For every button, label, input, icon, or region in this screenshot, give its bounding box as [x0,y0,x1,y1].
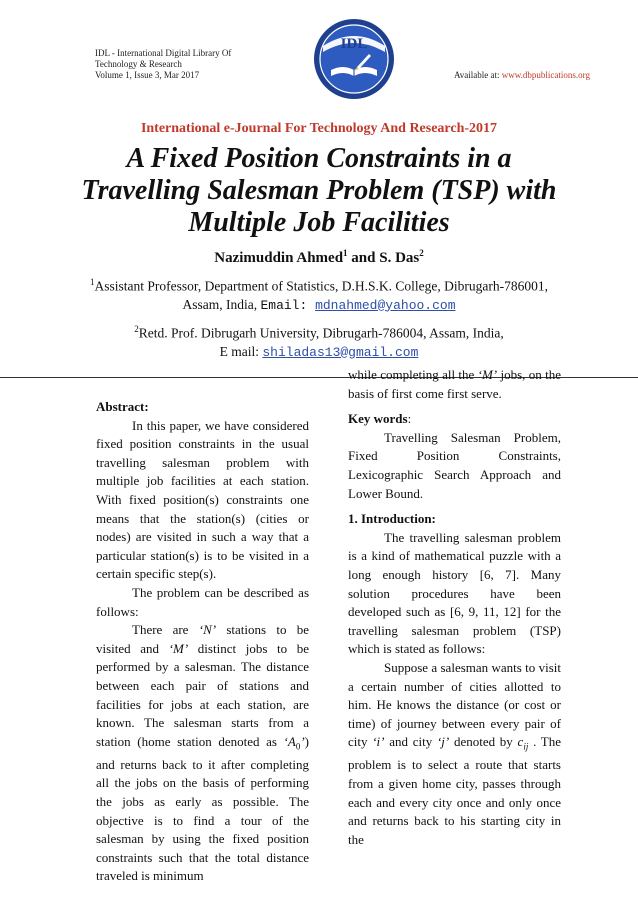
email-label: E mail: [219,343,263,359]
idl-logo [313,18,395,100]
title-line: Travelling Salesman Problem (TSP) with [81,175,557,206]
author-1-mark: 1 [343,248,348,258]
authors [0,248,638,267]
abstract-paragraph-3: There are ‘N’ stations to be visited and ‘M’ distinct jobs to be performed by a salesman. The distance between each pair of stations and facilities for jobs at each station, are known. The salesman starts from a station (home station denoted as ‘$A_0$’) and returns back to it after completing all the jobs on the basis of performing the jobs as early as possible. The objective is to find a tour of the salesman by using the fixed position constraints such that the total distance traveled is minimum [96,622,309,884]
title-line: A Fixed Position Constraints in a [126,143,512,174]
affiliation-2 [40,320,598,362]
keywords-heading: Key words: [348,411,412,427]
affil-1-line1: Assistant Professor, Department of Statistics, D.H.S.K. College, Dibrugarh-786001, [94,278,549,294]
author-2: and S. Das [347,250,420,266]
affil-2-mark: 2 [134,324,139,334]
affil-1-mark: 1 [89,277,95,287]
right-column [348,366,561,849]
email-link-1[interactable]: mdnahmed@yahoo.com [315,297,456,313]
journal-header-left [95,48,295,81]
affil-2-line1: Retd. Prof. Dibrugarh University, Dibrugarh-786004, Assam, India, [138,325,504,341]
header-line: Volume 1, Issue 3, Mar 2017 [95,70,200,80]
available-label: Available at: [453,70,500,80]
abstract-continued: while completing all the ‘M’ jobs, on the basis of first come first serve. [348,367,561,401]
introduction-heading: 1. Introduction: [348,511,436,527]
left-column [96,398,309,886]
publisher-link[interactable]: www.dbpublications.org [501,70,590,80]
available-at [420,70,590,81]
title-line: Multiple Job Facilities [188,207,450,238]
keywords-text: Travelling Salesman Problem, Fixed Position Constraints, Lexicographic Search Approach and Lower Bound. [348,429,561,501]
author-1: Nazimuddin Ahmed [214,250,344,266]
logo-text: IDL [340,36,368,52]
abstract-paragraph-2: The problem can be described as follows: [96,584,309,619]
header-line: IDL - International Digital Library Of [95,48,232,58]
email-label: Email: [260,297,316,313]
affil-1-line2: Assam, India, [182,296,261,312]
paper-title [40,143,598,239]
abstract-paragraph-1: In this paper, we have considered fixed position constraints in the usual travelling salesman problem with multiple job facilities at each station. With fixed position(s) constraints one means that the station(s) (cities or nodes) are visited in such a way that a particular station(s) is to be visited in a certain specific step(s). [96,417,309,582]
introduction-paragraph-1: The travelling salesman problem is a kind of mathematical puzzle with a long enough history [6, 7]. Many solution procedures have been developed such as [6, 9, 11, 12] for the travelling salesman problem (TSP) which is stated as follows: [348,529,561,657]
author-2-mark: 2 [419,248,424,258]
introduction-paragraph-2: Suppose a salesman wants to visit a certain number of cities allotted to him. He knows the distance (or cost or time) of journey between every pair of city ‘i’ and city ‘j’ denoted by $c_{ij}$ . The problem is to select a route that starts from a given home city, passes through each and every city once and only once and returns back to his starting city in the [348,659,562,847]
abstract-heading: Abstract: [96,399,149,414]
affiliation-1 [40,273,598,315]
email-link-2[interactable]: shiladas13@gmail.com [262,344,419,360]
journal-name: International e-Journal For Technology And Research-2017 [140,121,498,136]
header-line: Technology & Research [95,59,182,69]
